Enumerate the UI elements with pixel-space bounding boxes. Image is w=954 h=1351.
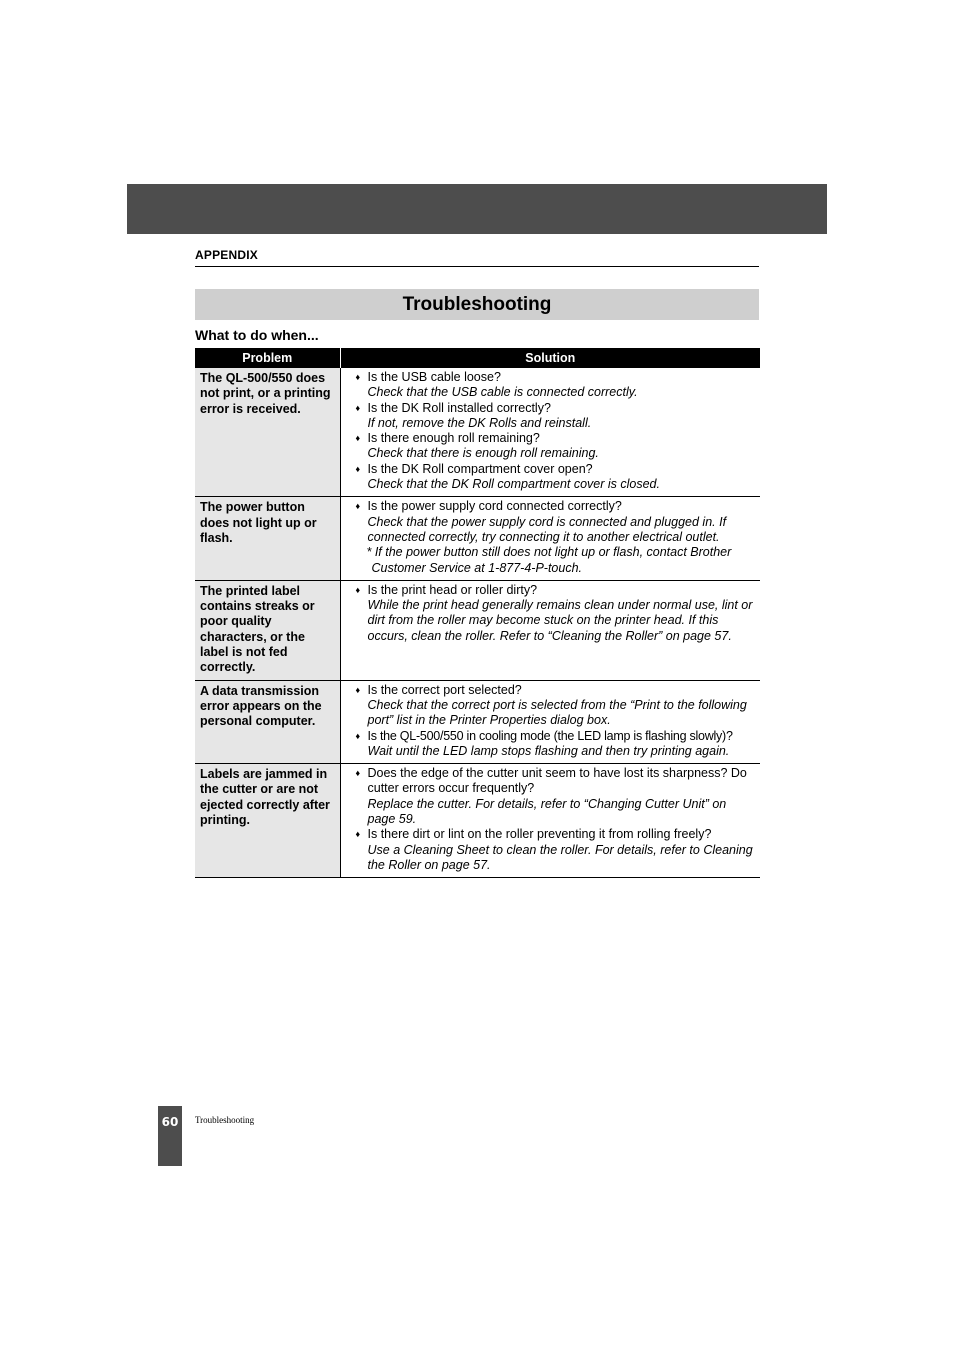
problem-cell: The QL-500/550 does not print, or a printing error is received. [195, 368, 340, 497]
problem-cell: Labels are jammed in the cutter or are not ejected correctly after printing. [195, 764, 340, 878]
check-question: Is the DK Roll installed correctly? [367, 400, 551, 415]
check-question: Is the power supply cord connected correctly? [367, 499, 622, 514]
solution-item [356, 462, 755, 493]
solution-item [356, 499, 755, 575]
diamond-bullet-icon: ♦ [355, 730, 361, 741]
table-row [195, 580, 760, 680]
page-number-tab: 60 [158, 1106, 182, 1166]
check-answer: Replace the cutter. For details, refer to “Changing Cutter Unit” on page 59. [367, 796, 727, 827]
check-answer: Wait until the LED lamp stops flashing and then try printing again. [367, 743, 730, 758]
solution-cell [340, 764, 760, 878]
check-question: Is the correct port selected? [367, 682, 522, 697]
check-answer: If not, remove the DK Rolls and reinstall. [367, 415, 592, 430]
table-header-row [195, 348, 760, 368]
solution-cell [340, 368, 760, 497]
solution-item [356, 583, 755, 644]
column-header-solution: Solution [340, 348, 760, 368]
troubleshooting-table [195, 348, 760, 878]
check-answer: Check that there is enough roll remaining. [367, 446, 599, 461]
problem-cell: The power button does not light up or flash. [195, 497, 340, 580]
solution-item [356, 401, 755, 432]
diamond-bullet-icon: ♦ [355, 829, 361, 840]
page-title: Troubleshooting [195, 289, 759, 320]
check-answer: While the print head generally remains clean under normal use, lint or dirt from the roller may become stuck on the printer head. If this occurs, clean the roller. Refer to “Cleaning the Roller” on page 57. [367, 598, 753, 643]
solution-item [356, 370, 755, 401]
table-row [195, 764, 760, 878]
check-answer: Check that the DK Roll compartment cover is closed. [367, 477, 660, 492]
check-answer: Use a Cleaning Sheet to clean the roller. For details, refer to Cleaning the Roller on page 57. [367, 842, 753, 872]
subheading: What to do when... [195, 327, 319, 343]
diamond-bullet-icon: ♦ [355, 402, 361, 413]
solution-item [356, 766, 755, 827]
check-question: Is there enough roll remaining? [367, 431, 540, 446]
solution-cell [340, 580, 760, 680]
check-question: Is the print head or roller dirty? [367, 582, 538, 597]
check-question: Does the edge of the cutter unit seem to have lost its sharpness? Do cutter errors occur frequently? [367, 766, 747, 796]
check-question: Is the QL-500/550 in cooling mode (the LED lamp is flashing slowly)? [367, 728, 733, 743]
solution-cell [340, 497, 760, 580]
diamond-bullet-icon: ♦ [355, 372, 361, 382]
header-band [127, 184, 827, 234]
table-row [195, 497, 760, 580]
check-question: Is the USB cable loose? [367, 370, 501, 384]
problem-cell: The printed label contains streaks or poor quality characters, or the label is not fed correctly. [195, 580, 340, 680]
diamond-bullet-icon: ♦ [355, 684, 361, 695]
check-question: Is the DK Roll compartment cover open? [367, 461, 593, 476]
check-answer: Check that the correct port is selected from the “Print to the following port” list in the Printer Properties dialog box. [367, 697, 747, 728]
solution-item [356, 827, 755, 873]
footer-section-label: Troubleshooting [195, 1115, 255, 1125]
solution-item [356, 683, 755, 729]
diamond-bullet-icon: ♦ [355, 433, 361, 444]
check-question: Is there dirt or lint on the roller preventing it from rolling freely? [367, 827, 712, 842]
diamond-bullet-icon: ♦ [355, 501, 361, 512]
problem-cell: A data transmission error appears on the personal computer. [195, 680, 340, 763]
table-row [195, 368, 760, 497]
solution-cell [340, 680, 760, 763]
diamond-bullet-icon: ♦ [355, 584, 361, 595]
diamond-bullet-icon: ♦ [355, 463, 361, 474]
solution-item [356, 729, 755, 760]
diamond-bullet-icon: ♦ [355, 768, 361, 779]
header-rule [195, 266, 759, 267]
column-header-problem: Problem [195, 348, 340, 368]
service-note: * If the power button still does not light up or flash, contact Brother Customer Service at 1-877-4-P-touch. [366, 545, 732, 575]
solution-item [356, 431, 755, 462]
check-answer: Check that the power supply cord is connected and plugged in. If connected correctly, try connecting it to another electrical outlet. [367, 514, 727, 544]
check-answer: Check that the USB cable is connected correctly. [367, 385, 638, 400]
table-row [195, 680, 760, 763]
section-label: APPENDIX [195, 248, 258, 262]
